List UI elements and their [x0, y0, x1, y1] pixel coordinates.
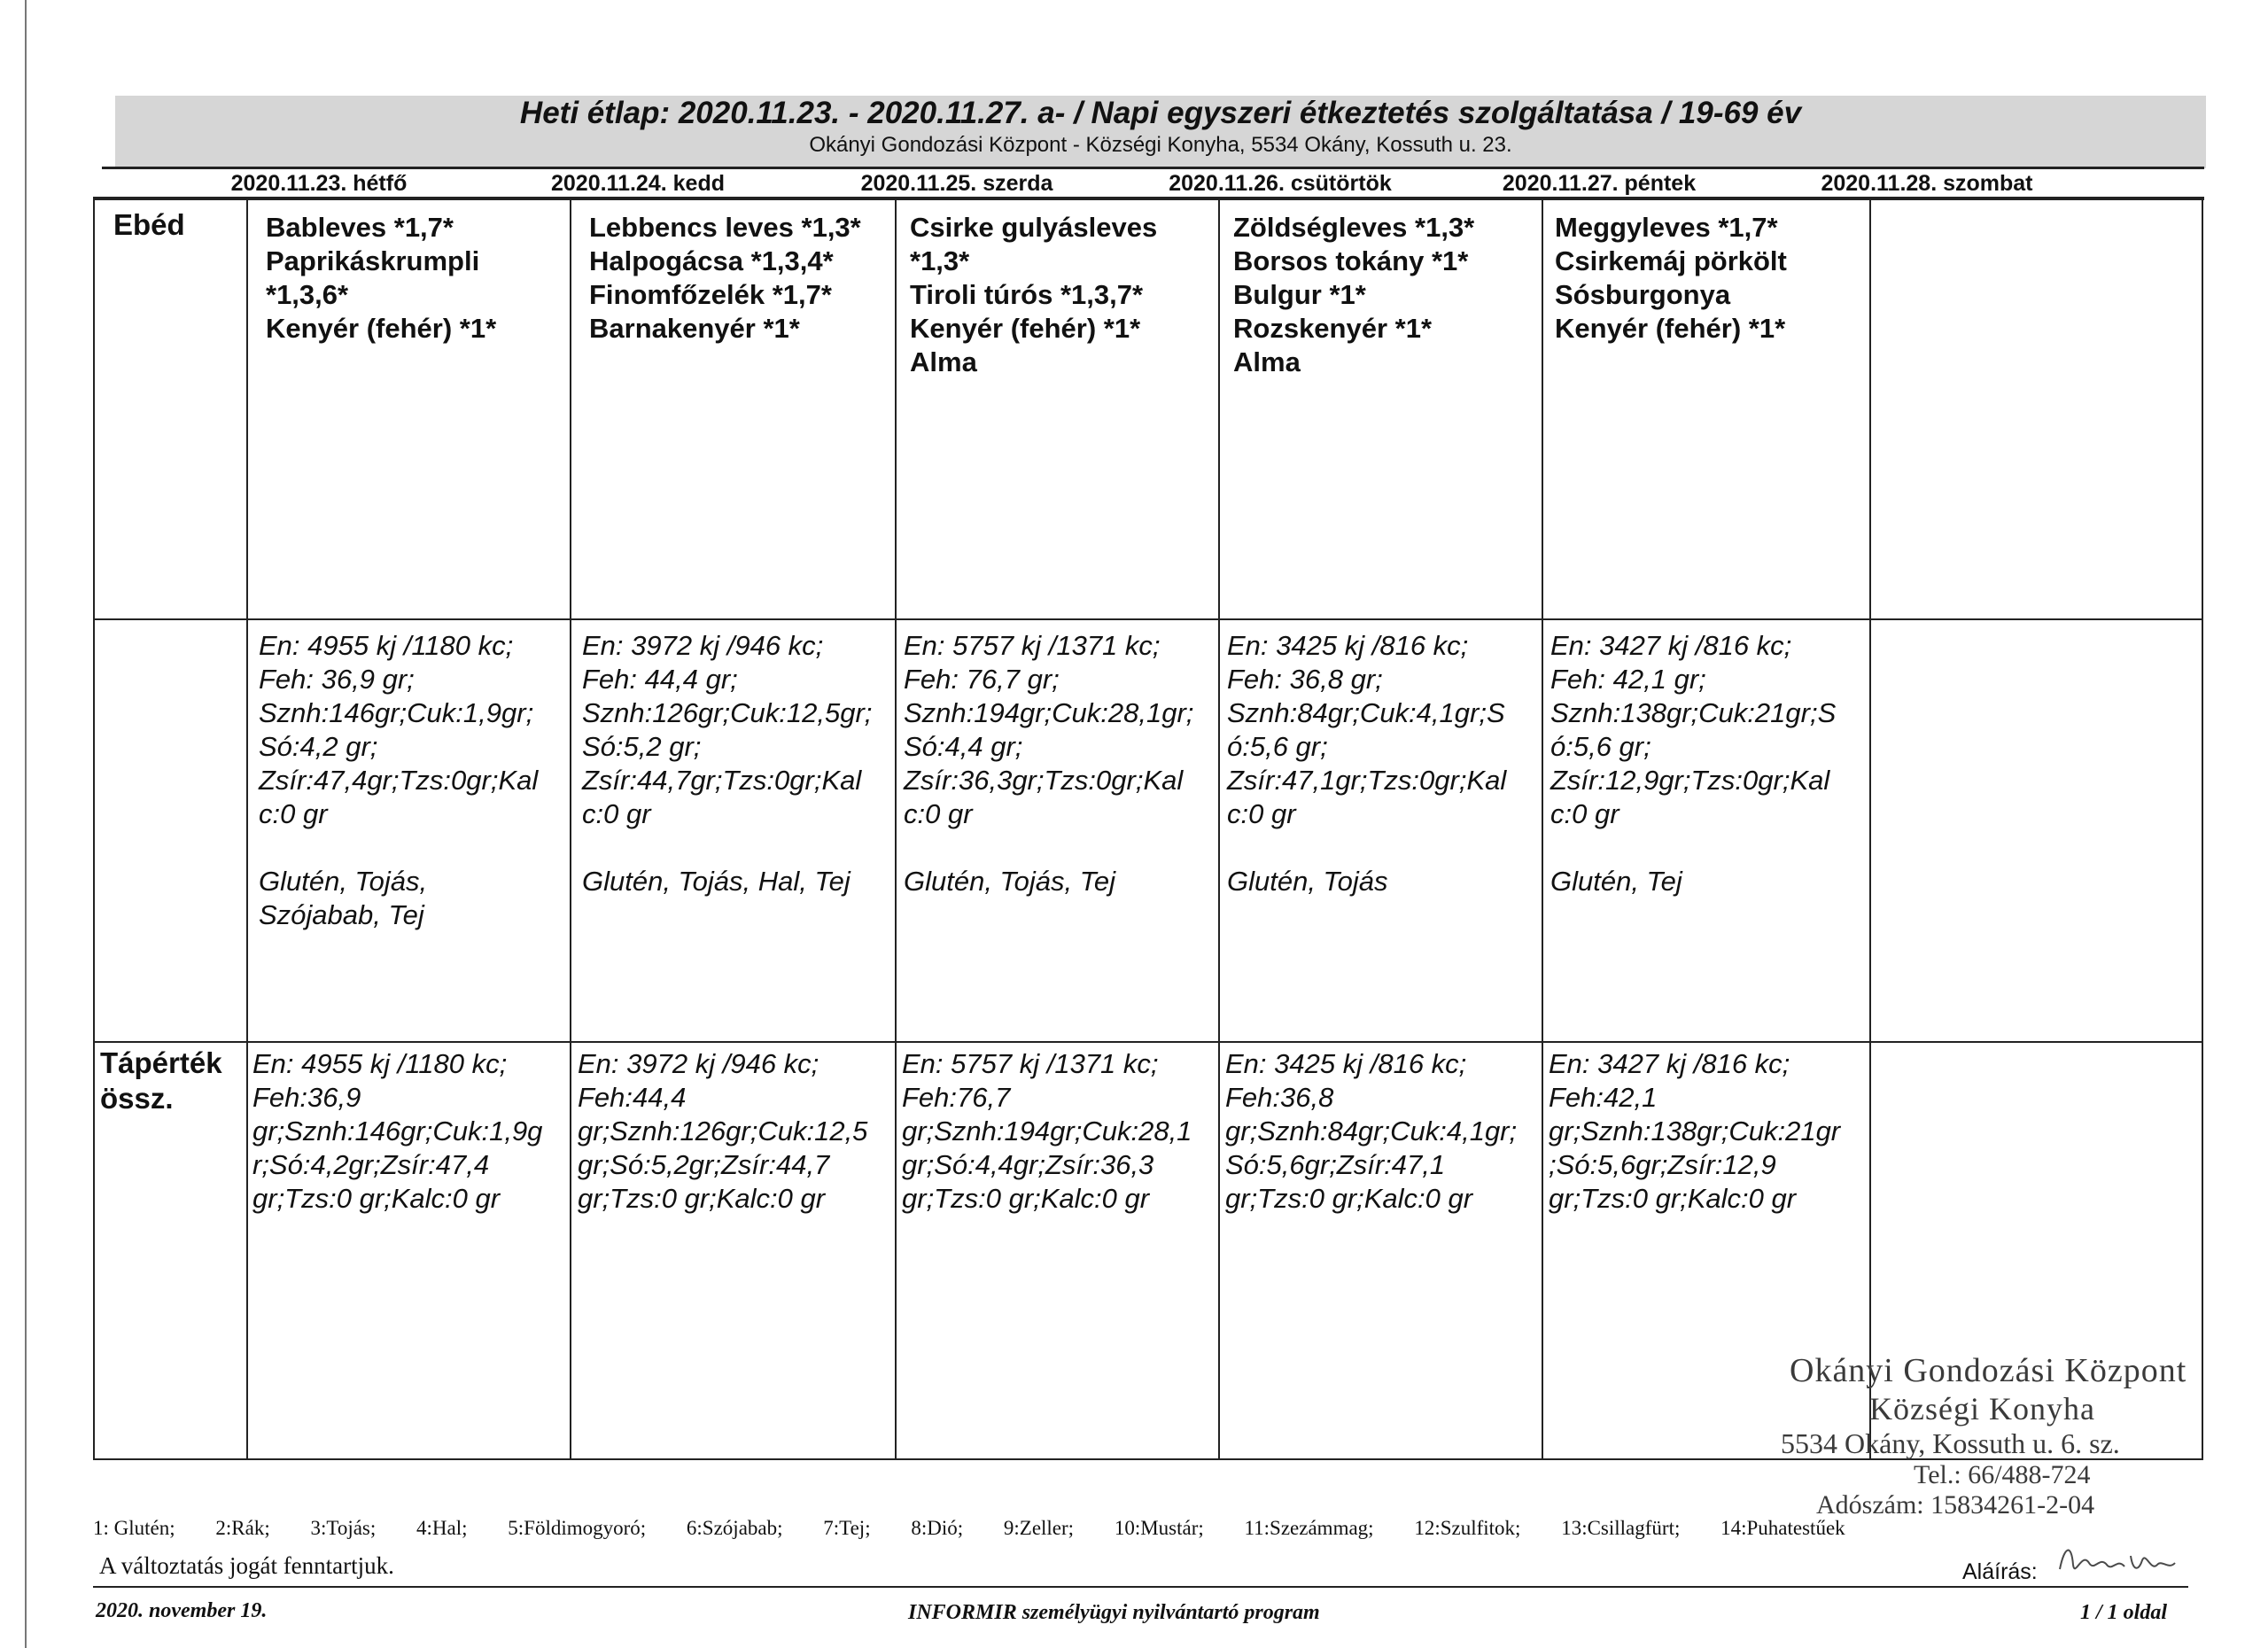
legend-item: 14:Puhatestűek — [1720, 1517, 1845, 1539]
total-line: gr;Tzs:0 gr;Kalc:0 gr — [578, 1183, 826, 1214]
legend-item: 5:Földimogyoró; — [508, 1517, 647, 1539]
nutrition-line: Só:4,4 gr; — [904, 731, 1023, 762]
footer-rule — [93, 1586, 2188, 1588]
lunch-cell-thursday — [1233, 211, 1474, 379]
nutrition-cell-wednesday — [904, 629, 1193, 898]
row-label-lunch: Ebéd — [113, 208, 185, 241]
nutrition-line: ó:5,6 gr; — [1227, 731, 1328, 762]
meal-line: *1,3,6* — [266, 279, 349, 310]
table-divider — [246, 198, 248, 1460]
row-label-total-line1: Tápérték — [100, 1046, 222, 1079]
nutrition-line: c:0 gr — [1550, 798, 1619, 829]
meal-line: Lebbencs leves *1,3* — [589, 212, 861, 243]
total-line: Feh:76,7 — [902, 1082, 1011, 1113]
legend-item: 2:Rák; — [215, 1517, 270, 1539]
table-top-border — [93, 197, 2204, 200]
nutrition-line: Sznh:194gr;Cuk:28,1gr; — [904, 697, 1194, 728]
signature-icon — [2055, 1538, 2179, 1582]
day-header-thursday: 2020.11.26. csütörtök — [1169, 171, 1392, 196]
change-notice: A változtatás jogát fenntartjuk. — [99, 1552, 394, 1579]
allergen-line: Glutén, Tojás — [1227, 866, 1388, 897]
nutrition-line: c:0 gr — [259, 798, 328, 829]
total-line: gr;Sznh:126gr;Cuk:12,5 — [578, 1116, 868, 1147]
total-line: Feh:44,4 — [578, 1082, 687, 1113]
footer-program: INFORMIR személyügyi nyilvántartó program — [908, 1601, 1320, 1624]
stamp-line: 5534 Okány, Kossuth u. 6. sz. — [1781, 1427, 2120, 1459]
nutrition-cell-tuesday — [582, 629, 872, 898]
total-cell-thursday — [1225, 1047, 1517, 1216]
total-cell-wednesday — [902, 1047, 1192, 1216]
legend-item: 7:Tej; — [823, 1517, 871, 1539]
total-line: r;Só:4,2gr;Zsír:47,4 — [252, 1149, 490, 1180]
legend-item: 6:Szójabab; — [686, 1517, 783, 1539]
nutrition-line: Feh: 42,1 gr; — [1550, 664, 1706, 695]
nutrition-line: Zsír:36,3gr;Tzs:0gr;Kal — [904, 765, 1184, 796]
stamp-line: Községi Konyha — [1869, 1391, 2095, 1426]
total-line: ;Só:5,6gr;Zsír:12,9 — [1549, 1149, 1776, 1180]
meal-line: Finomfőzelék *1,7* — [589, 279, 832, 310]
nutrition-line: Zsír:47,4gr;Tzs:0gr;Kal — [259, 765, 539, 796]
meal-line: Kenyér (fehér) *1* — [1555, 313, 1786, 344]
nutrition-line: Só:5,2 gr; — [582, 731, 702, 762]
meal-line: Bableves *1,7* — [266, 212, 454, 243]
lunch-cell-wednesday — [910, 211, 1157, 379]
meal-line: Bulgur *1* — [1233, 279, 1366, 310]
allergen-line: Glutén, Tojás, Tej — [904, 866, 1115, 897]
legend-item: 1: Glutén; — [93, 1517, 175, 1539]
total-line: Feh:36,9 — [252, 1082, 361, 1113]
total-line: gr;Sznh:84gr;Cuk:4,1gr; — [1225, 1116, 1518, 1147]
document-subtitle: Okányi Gondozási Központ - Községi Konyha, 5534 Okány, Kossuth u. 23. — [809, 133, 1512, 157]
legend-item: 13:Csillagfürt; — [1561, 1517, 1681, 1539]
nutrition-line: Sznh:138gr;Cuk:21gr;S — [1550, 697, 1837, 728]
legend-item: 9:Zeller; — [1003, 1517, 1075, 1539]
total-line: Feh:42,1 — [1549, 1082, 1658, 1113]
total-line: En: 3425 kj /816 kc; — [1225, 1048, 1467, 1079]
nutrition-line: Zsír:44,7gr;Tzs:0gr;Kal — [582, 765, 862, 796]
meal-line: Kenyér (fehér) *1* — [266, 313, 497, 344]
table-border-right — [2202, 198, 2203, 1460]
nutrition-line: En: 3425 kj /816 kc; — [1227, 630, 1469, 661]
nutrition-line: Só:4,2 gr; — [259, 731, 378, 762]
nutrition-line: Feh: 36,8 gr; — [1227, 664, 1383, 695]
total-line: Só:5,6gr;Zsír:47,1 — [1225, 1149, 1446, 1180]
nutrition-line: Feh: 36,9 gr; — [259, 664, 415, 695]
document-title: Heti étlap: 2020.11.23. - 2020.11.27. a- / Napi egyszeri étkeztetés szolgáltatása / 19-69 év — [519, 96, 1802, 130]
day-header-wednesday: 2020.11.25. szerda — [860, 171, 1053, 196]
header-rule — [102, 167, 2204, 169]
stamp-line: Tel.: 66/488-724 — [1914, 1460, 2091, 1489]
nutrition-line: En: 3972 kj /946 kc; — [582, 630, 824, 661]
legend-item: 11:Szezámmag; — [1244, 1517, 1374, 1539]
scan-edge-line — [25, 0, 27, 1648]
nutrition-line: c:0 gr — [582, 798, 651, 829]
nutrition-line: c:0 gr — [904, 798, 973, 829]
nutrition-line: En: 5757 kj /1371 kc; — [904, 630, 1161, 661]
nutrition-line: Feh: 76,7 gr; — [904, 664, 1060, 695]
total-cell-monday — [252, 1047, 542, 1216]
nutrition-line: Sznh:146gr;Cuk:1,9gr; — [259, 697, 534, 728]
nutrition-line: Sznh:126gr;Cuk:12,5gr; — [582, 697, 873, 728]
meal-line: *1,3* — [910, 245, 970, 276]
total-line: gr;Sznh:138gr;Cuk:21gr — [1549, 1116, 1841, 1147]
lunch-cell-monday — [266, 211, 496, 346]
legend-item: 8:Dió; — [911, 1517, 964, 1539]
nutrition-line: Zsír:47,1gr;Tzs:0gr;Kal — [1227, 765, 1507, 796]
total-cell-tuesday — [578, 1047, 867, 1216]
footer-date: 2020. november 19. — [96, 1599, 268, 1622]
meal-line: Alma — [1233, 346, 1301, 377]
nutrition-line: Zsír:12,9gr;Tzs:0gr;Kal — [1550, 765, 1830, 796]
nutrition-line: Feh: 44,4 gr; — [582, 664, 738, 695]
lunch-cell-friday — [1555, 211, 1787, 346]
signature-label: Aláírás: — [1962, 1559, 2038, 1584]
nutrition-line: En: 4955 kj /1180 kc; — [259, 630, 514, 661]
total-line: gr;Tzs:0 gr;Kalc:0 gr — [1549, 1183, 1797, 1214]
total-line: En: 5757 kj /1371 kc; — [902, 1048, 1159, 1079]
meal-line: Csirkemáj pörkölt — [1555, 245, 1787, 276]
total-line: gr;Tzs:0 gr;Kalc:0 gr — [1225, 1183, 1473, 1214]
allergen-line: Szójabab, Tej — [259, 899, 424, 930]
stamp-line: Adószám: 15834261-2-04 — [1816, 1490, 2095, 1520]
allergen-line: Glutén, Tojás, — [259, 866, 428, 897]
total-line: Feh:36,8 — [1225, 1082, 1334, 1113]
table-divider — [895, 198, 897, 1460]
nutrition-line: c:0 gr — [1227, 798, 1296, 829]
nutrition-line: ó:5,6 gr; — [1550, 731, 1651, 762]
meal-line: Paprikáskrumpli — [266, 245, 480, 276]
table-divider — [1869, 198, 1871, 1460]
meal-line: Zöldségleves *1,3* — [1233, 212, 1475, 243]
nutrition-cell-friday — [1550, 629, 1836, 898]
meal-line: Sósburgonya — [1555, 279, 1731, 310]
day-header-monday: 2020.11.23. hétfő — [230, 171, 408, 196]
total-line: gr;Tzs:0 gr;Kalc:0 gr — [902, 1183, 1150, 1214]
meal-line: Kenyér (fehér) *1* — [910, 313, 1141, 344]
meal-line: Alma — [910, 346, 977, 377]
meal-line: Borsos tokány *1* — [1233, 245, 1469, 276]
meal-line: Barnakenyér *1* — [589, 313, 800, 344]
meal-line: Tiroli túrós *1,3,7* — [910, 279, 1144, 310]
day-header-tuesday: 2020.11.24. kedd — [551, 171, 725, 196]
total-line: gr;Só:4,4gr;Zsír:36,3 — [902, 1149, 1154, 1180]
footer-page-number: 1 / 1 oldal — [2080, 1601, 2168, 1624]
row-divider — [93, 618, 2203, 620]
allergen-legend — [93, 1517, 1881, 1540]
nutrition-line: En: 3427 kj /816 kc; — [1550, 630, 1792, 661]
total-line: gr;Tzs:0 gr;Kalc:0 gr — [252, 1183, 501, 1214]
allergen-line: Glutén, Tojás, Hal, Tej — [582, 866, 850, 897]
total-line: gr;Sznh:194gr;Cuk:28,1 — [902, 1116, 1192, 1147]
row-label-total — [100, 1046, 222, 1116]
meal-line: Halpogácsa *1,3,4* — [589, 245, 834, 276]
row-divider — [93, 1041, 2203, 1043]
nutrition-cell-monday — [259, 629, 538, 932]
nutrition-line: Sznh:84gr;Cuk:4,1gr;S — [1227, 697, 1505, 728]
total-line: gr;Sznh:146gr;Cuk:1,9g — [252, 1116, 543, 1147]
day-header-saturday: 2020.11.28. szombat — [1821, 171, 2033, 196]
lunch-cell-tuesday — [589, 211, 861, 346]
day-header-friday: 2020.11.27. péntek — [1502, 171, 1697, 196]
meal-line: Rozskenyér *1* — [1233, 313, 1433, 344]
legend-item: 4:Hal; — [416, 1517, 468, 1539]
nutrition-cell-thursday — [1227, 629, 1506, 898]
total-cell-friday — [1549, 1047, 1840, 1216]
institution-stamp — [1781, 1351, 2224, 1520]
allergen-line: Glutén, Tej — [1550, 866, 1682, 897]
total-line: En: 3972 kj /946 kc; — [578, 1048, 819, 1079]
table-border-left — [93, 198, 95, 1460]
table-divider — [1542, 198, 1543, 1460]
legend-item: 10:Mustár; — [1114, 1517, 1204, 1539]
meal-line: Meggyleves *1,7* — [1555, 212, 1778, 243]
total-line: En: 3427 kj /816 kc; — [1549, 1048, 1790, 1079]
legend-item: 12:Szulfitok; — [1414, 1517, 1521, 1539]
total-line: En: 4955 kj /1180 kc; — [252, 1048, 508, 1079]
row-label-total-line2: össz. — [100, 1082, 174, 1115]
total-line: gr;Só:5,2gr;Zsír:44,7 — [578, 1149, 830, 1180]
table-divider — [1218, 198, 1220, 1460]
table-divider — [570, 198, 571, 1460]
meal-line: Csirke gulyásleves — [910, 212, 1158, 243]
legend-item: 3:Tojás; — [310, 1517, 377, 1539]
stamp-line: Okányi Gondozási Központ — [1790, 1352, 2187, 1389]
